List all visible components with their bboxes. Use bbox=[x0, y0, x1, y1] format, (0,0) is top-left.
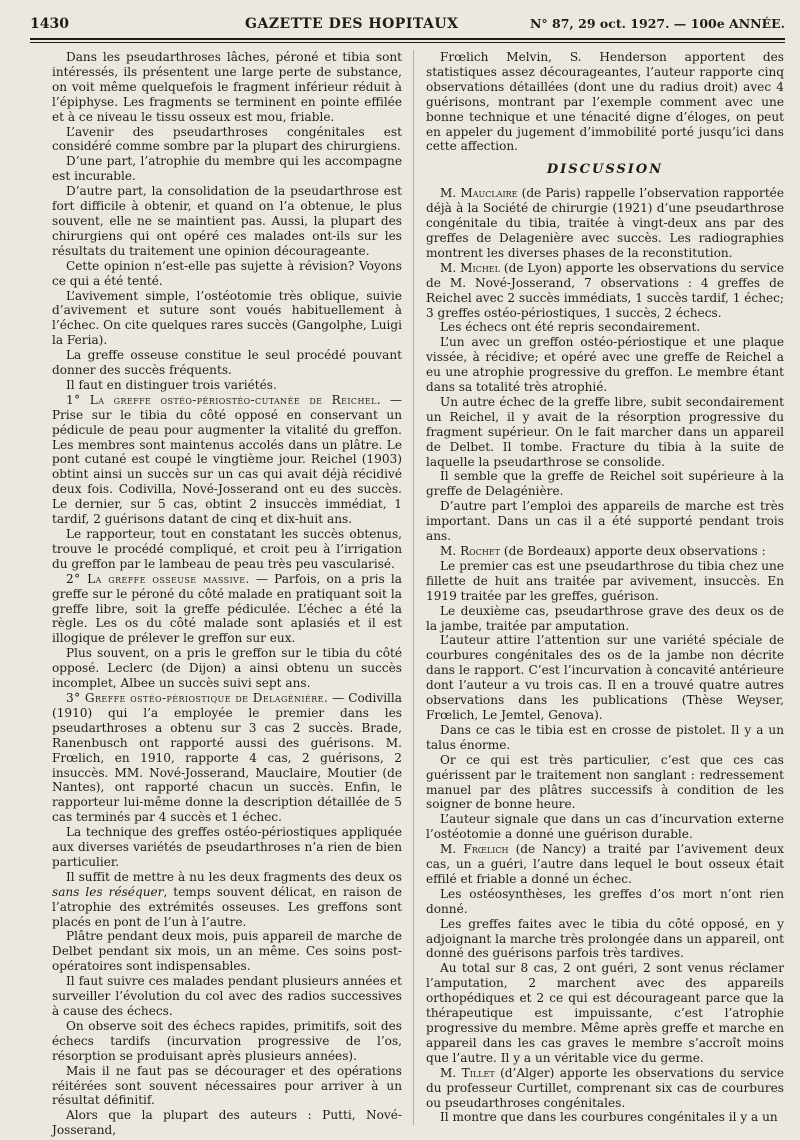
paragraph: Les échecs ont été repris secondairement. bbox=[440, 320, 701, 335]
paragraph: Il semble que la greffe de Reichel soit supérieure à la greffe de Delagénière. bbox=[426, 469, 784, 499]
left-column bbox=[52, 50, 402, 1138]
paragraph: D’une part, l’atrophie du membre qui les accompagne est incurable. bbox=[52, 154, 402, 184]
speaker-name: M. Rochet bbox=[440, 544, 501, 558]
paragraph bbox=[426, 544, 784, 559]
paragraph-text: (de Lyon) apporte les observations du service de M. Nové-Josserand, 7 observations : 4 greffes de Reichel avec 2 succès immédiats, 1 succès tardif, 1 échec; 3 greffes ostéo-périostiques, 1 succès, 2 échecs. bbox=[426, 260, 784, 320]
paragraph-text: (d’Alger) apporte les observations du service du professeur Curtillet, comprenant six cas de courbures ou pseudarthroses congénitales. bbox=[426, 1065, 784, 1110]
subsection-heading: 1° La greffe ostéo-périostéo-cutanée de Reichel. bbox=[66, 392, 382, 407]
journal-title: GAZETTE DES HOPITAUX bbox=[245, 16, 459, 32]
paragraph bbox=[52, 870, 402, 930]
paragraph: D’autre part l’emploi des appareils de marche est très important. Dans un cas il a été supporté pendant trois ans. bbox=[426, 499, 784, 544]
paragraph-text: (de Bordeaux) apporte deux observations : bbox=[500, 544, 766, 558]
subsection-heading: 2° La greffe osseuse massive. bbox=[66, 571, 250, 586]
speaker-name: M. Tillet bbox=[440, 1065, 495, 1080]
paragraph: Le deuxième cas, pseudarthrose grave des deux os de la jambe, traitée par amputation. bbox=[426, 603, 784, 633]
paragraph: L’auteur signale que dans un cas d’incurvation externe l’ostéotomie a donné une guérison durable. bbox=[426, 812, 784, 842]
speaker-name: M. Mauclaire bbox=[440, 186, 518, 201]
paragraph: Les ostéosynthèses, les greffes d’os mort n’ont rien donné. bbox=[426, 886, 784, 916]
paragraph: La technique des greffes ostéo-périostiques appliquée aux diverses variétés de pseudarthroses n’a rien de bien particulier. bbox=[52, 825, 402, 869]
paragraph: Les greffes faites avec le tibia du côté opposé, en y adjoignant la marche très prolongée dans un appareil, ont donné des guérisons parfois très tardives. bbox=[426, 916, 784, 961]
paragraph: Un autre échec de la greffe libre, subit secondairement un Reichel, il y avait de la résorption progressive du fragment supérieur. On le fait marcher dans un appareil de Delbet. Il tombe. Fracture du tibia à la suite de laquelle la pseudarthrose se consolide. bbox=[426, 394, 784, 469]
paragraph-text: , temps souvent délicat, en raison de l’atrophie des extrémités osseuses. Les greffons sont placés en pont de l’un à l’autre. bbox=[52, 884, 402, 929]
paragraph: Dans ce cas le tibia est en crosse de pistolet. Il y a un talus énorme. bbox=[426, 722, 784, 752]
paragraph: Frœlich Melvin, S. Henderson apportent des statistiques assez décourageantes, l’auteur rapporte cinq observations détaillées (dont une du radius droit) avec 4 guérisons, montrant par l’exemple comment avec une bonne technique et une ténacité digne d’éloges, on peut en appeler du jugement d’immobilité porté jusqu’ici dans cette affection. bbox=[426, 50, 784, 154]
paragraph: Il faut suivre ces malades pendant plusieurs années et surveiller l’évolution du col avec des radios successives à cause des échecs. bbox=[52, 974, 402, 1018]
paragraph: Au total sur 8 cas, 2 ont guéri, 2 sont venus réclamer l’amputation, 2 marchent avec des appareils orthopédiques et 2 ce qui est décourageant parce que la thérapeutique est impuissante, c’est l’atrophie progressive du membre. Même après greffe et marche en appareil dans les cas graves le membre s’accroît moins que l’autre. Il y a un véritable vice du germe. bbox=[426, 961, 784, 1065]
issue-info: N° 87, 29 oct. 1927. — 100e ANNÉE. bbox=[530, 16, 785, 31]
paragraph: L’auteur attire l’attention sur une variété spéciale de courbures congénitales des os de la jambe non décrite dans le rapport. C’est l’incurvation à concavité antérieure dont l’auteur a vu trois cas. Il en a trouvé quatre autres observations dans les publications (Thèse Weyser, Frœlich, Le Jemtel, Genova). bbox=[426, 633, 784, 722]
paragraph: Cette opinion n’est-elle pas sujette à révision? Voyons ce qui a été tenté. bbox=[52, 258, 402, 288]
paragraph: Il montre que dans les courbures congénitales il y a un bbox=[440, 1110, 778, 1125]
paragraph bbox=[52, 691, 402, 825]
speaker-name: M. Michel bbox=[440, 260, 500, 275]
paragraph: Le premier cas est une pseudarthrose du tibia chez une fillette de huit ans traitée par avivement, insuccès. En 1919 traitée par les greffes, guérison. bbox=[426, 558, 784, 603]
paragraph-text: — Parfois, on a pris la greffe sur le péroné du côté malade en pratiquant soit la greffe libre, soit la greffe pédiculée. L’échec a été la règle. Les os du côté malade sont aplasiés et il est illogique de prélever le greffon sur eux. bbox=[52, 571, 402, 646]
paragraph-text: (de Nancy) a traité par l’avivement deux cas, un a guéri, l’autre dans lequel le bout osseux était effilé et friable a donné un échec. bbox=[426, 842, 784, 886]
paragraph-text: Il suffit de mettre à nu les deux fragments des deux os bbox=[66, 869, 402, 884]
section-heading: DISCUSSION bbox=[546, 162, 664, 178]
page-number: 1430 bbox=[30, 16, 69, 32]
paragraph: Il faut en distinguer trois variétés. bbox=[66, 377, 277, 392]
paragraph bbox=[426, 842, 784, 887]
header-rule-thin bbox=[30, 42, 785, 43]
paragraph bbox=[426, 1066, 784, 1111]
column-divider bbox=[413, 50, 414, 1125]
paragraph bbox=[426, 261, 784, 321]
paragraph: Le rapporteur, tout en constatant les succès obtenus, trouve le procédé compliqué, et croit peu à l’irrigation du greffon par le lambeau de peau très peu vascularisé. bbox=[52, 527, 402, 571]
paragraph: Plâtre pendant deux mois, puis appareil de marche de Delbet pendant six mois, un an même. Ces soins post-opératoires sont indispensables. bbox=[52, 929, 402, 974]
paragraph bbox=[52, 572, 402, 647]
speaker-name: M. Frœlich bbox=[440, 842, 509, 857]
right-column bbox=[426, 50, 784, 1125]
paragraph: Plus souvent, on a pris le greffon sur le tibia du côté opposé. Leclerc (de Dijon) a ainsi obtenu un succès incomplet, Albee un succès suivi sept ans. bbox=[52, 646, 402, 691]
paragraph: Mais il ne faut pas se décourager et des opérations réitérées sont souvent nécessaires pour arriver à un résultat définitif. bbox=[52, 1063, 402, 1108]
emphasis-text: sans les réséquer bbox=[52, 884, 164, 899]
paragraph: L’avivement simple, l’ostéotomie très oblique, suivie d’avivement et suture sont voués habituellement à l’échec. On cite quelques rares succès (Gangolphe, Luigi la Feria). bbox=[52, 288, 402, 348]
paragraph: Alors que la plupart des auteurs : Putti, Nové-Josserand, bbox=[52, 1108, 402, 1138]
paragraph-text: — Prise sur le tibia du côté opposé en conservant un pédicule de peau pour augmenter la vitalité du greffon. Les membres sont maintenus accolés dans un plâtre. Le pont cutané est coupé le vingtième jour. Reichel (1903) obtint ainsi un succès sur un cas qui avait déjà récidivé deux fois. Codivilla, Nové-Josserand ont eu des succès. Le dernier, sur 5 cas, obtint 2 insuccès immédiat, 1 tardif, 2 guérisons datant de cinq et dix-huit ans. bbox=[52, 392, 402, 527]
paragraph: Dans les pseudarthroses lâches, péroné et tibia sont intéressés, ils présentent une large perte de substance, on voit même quelquefois le fragment inférieur réduit à l’épiphyse. Les fragments se terminent en pointe effilée et à ce niveau le tissu osseux est mou, friable. bbox=[52, 50, 402, 124]
paragraph: Or ce qui est très particulier, c’est que ces cas guérissent par le traitement non sanglant : redressement manuel par des plâtres successifs à condition de les soigner de bonne heure. bbox=[426, 752, 784, 812]
paragraph: On observe soit des échecs rapides, primitifs, soit des échecs tardifs (incurvation progressive de l’os, résorption se produisant après plusieurs années). bbox=[52, 1018, 402, 1063]
paragraph-text: (de Paris) rappelle l’observation rapportée déjà à la Société de chirurgie (1921) d’une pseudarthrose congénitale du tibia, traitée à vingt-deux ans par des greffes de Delagenière avec succès. Les radiographies montrent les diverses phases de la reconstitution. bbox=[426, 186, 784, 260]
paragraph: L’avenir des pseudarthroses congénitales est considéré comme sombre par la plupart des chirurgiens. bbox=[52, 124, 402, 154]
paragraph-text: — Codivilla (1910) qui l’a employée le premier dans les pseudarthroses a obtenu sur 3 cas 2 succès. Brade, Ranenbusch ont rapporté aussi des guérisons. M. Frœlich, en 1910, rapporte 4 cas, 2 guérisons, 2 insuccès. MM. Nové-Josserand, Mauclaire, Moutier (de Nantes), ont rapporté chacun un succès. Enfin, le rapporteur lui-même donne la description détaillée de 5 cas terminés par 4 succès et 1 échec. bbox=[52, 690, 403, 825]
paragraph: D’autre part, la consolidation de la pseudarthrose est fort difficile à obtenir, et quand on l’a obtenue, le plus souvent, elle ne se maintient pas. Aussi, la plupart des chirurgiens qui ont opéré ces malades ont-ils sur les résultats du traitement une opinion décourageante. bbox=[52, 184, 402, 258]
paragraph: La greffe osseuse constitue le seul procédé pouvant donner des succès fréquents. bbox=[52, 348, 402, 378]
paragraph bbox=[52, 393, 402, 527]
header-rule bbox=[30, 38, 785, 40]
paragraph: L’un avec un greffon ostéo-périostique et une plaque vissée, à récidive; et opéré avec une greffe de Reichel a eu une atrophie progressive du greffon. Le membre étant dans sa totalité très atrophié. bbox=[426, 335, 784, 395]
paragraph bbox=[426, 186, 784, 261]
subsection-heading: 3° Greffe ostéo-périostique de Delagénière. bbox=[66, 690, 329, 705]
running-header bbox=[30, 14, 785, 38]
